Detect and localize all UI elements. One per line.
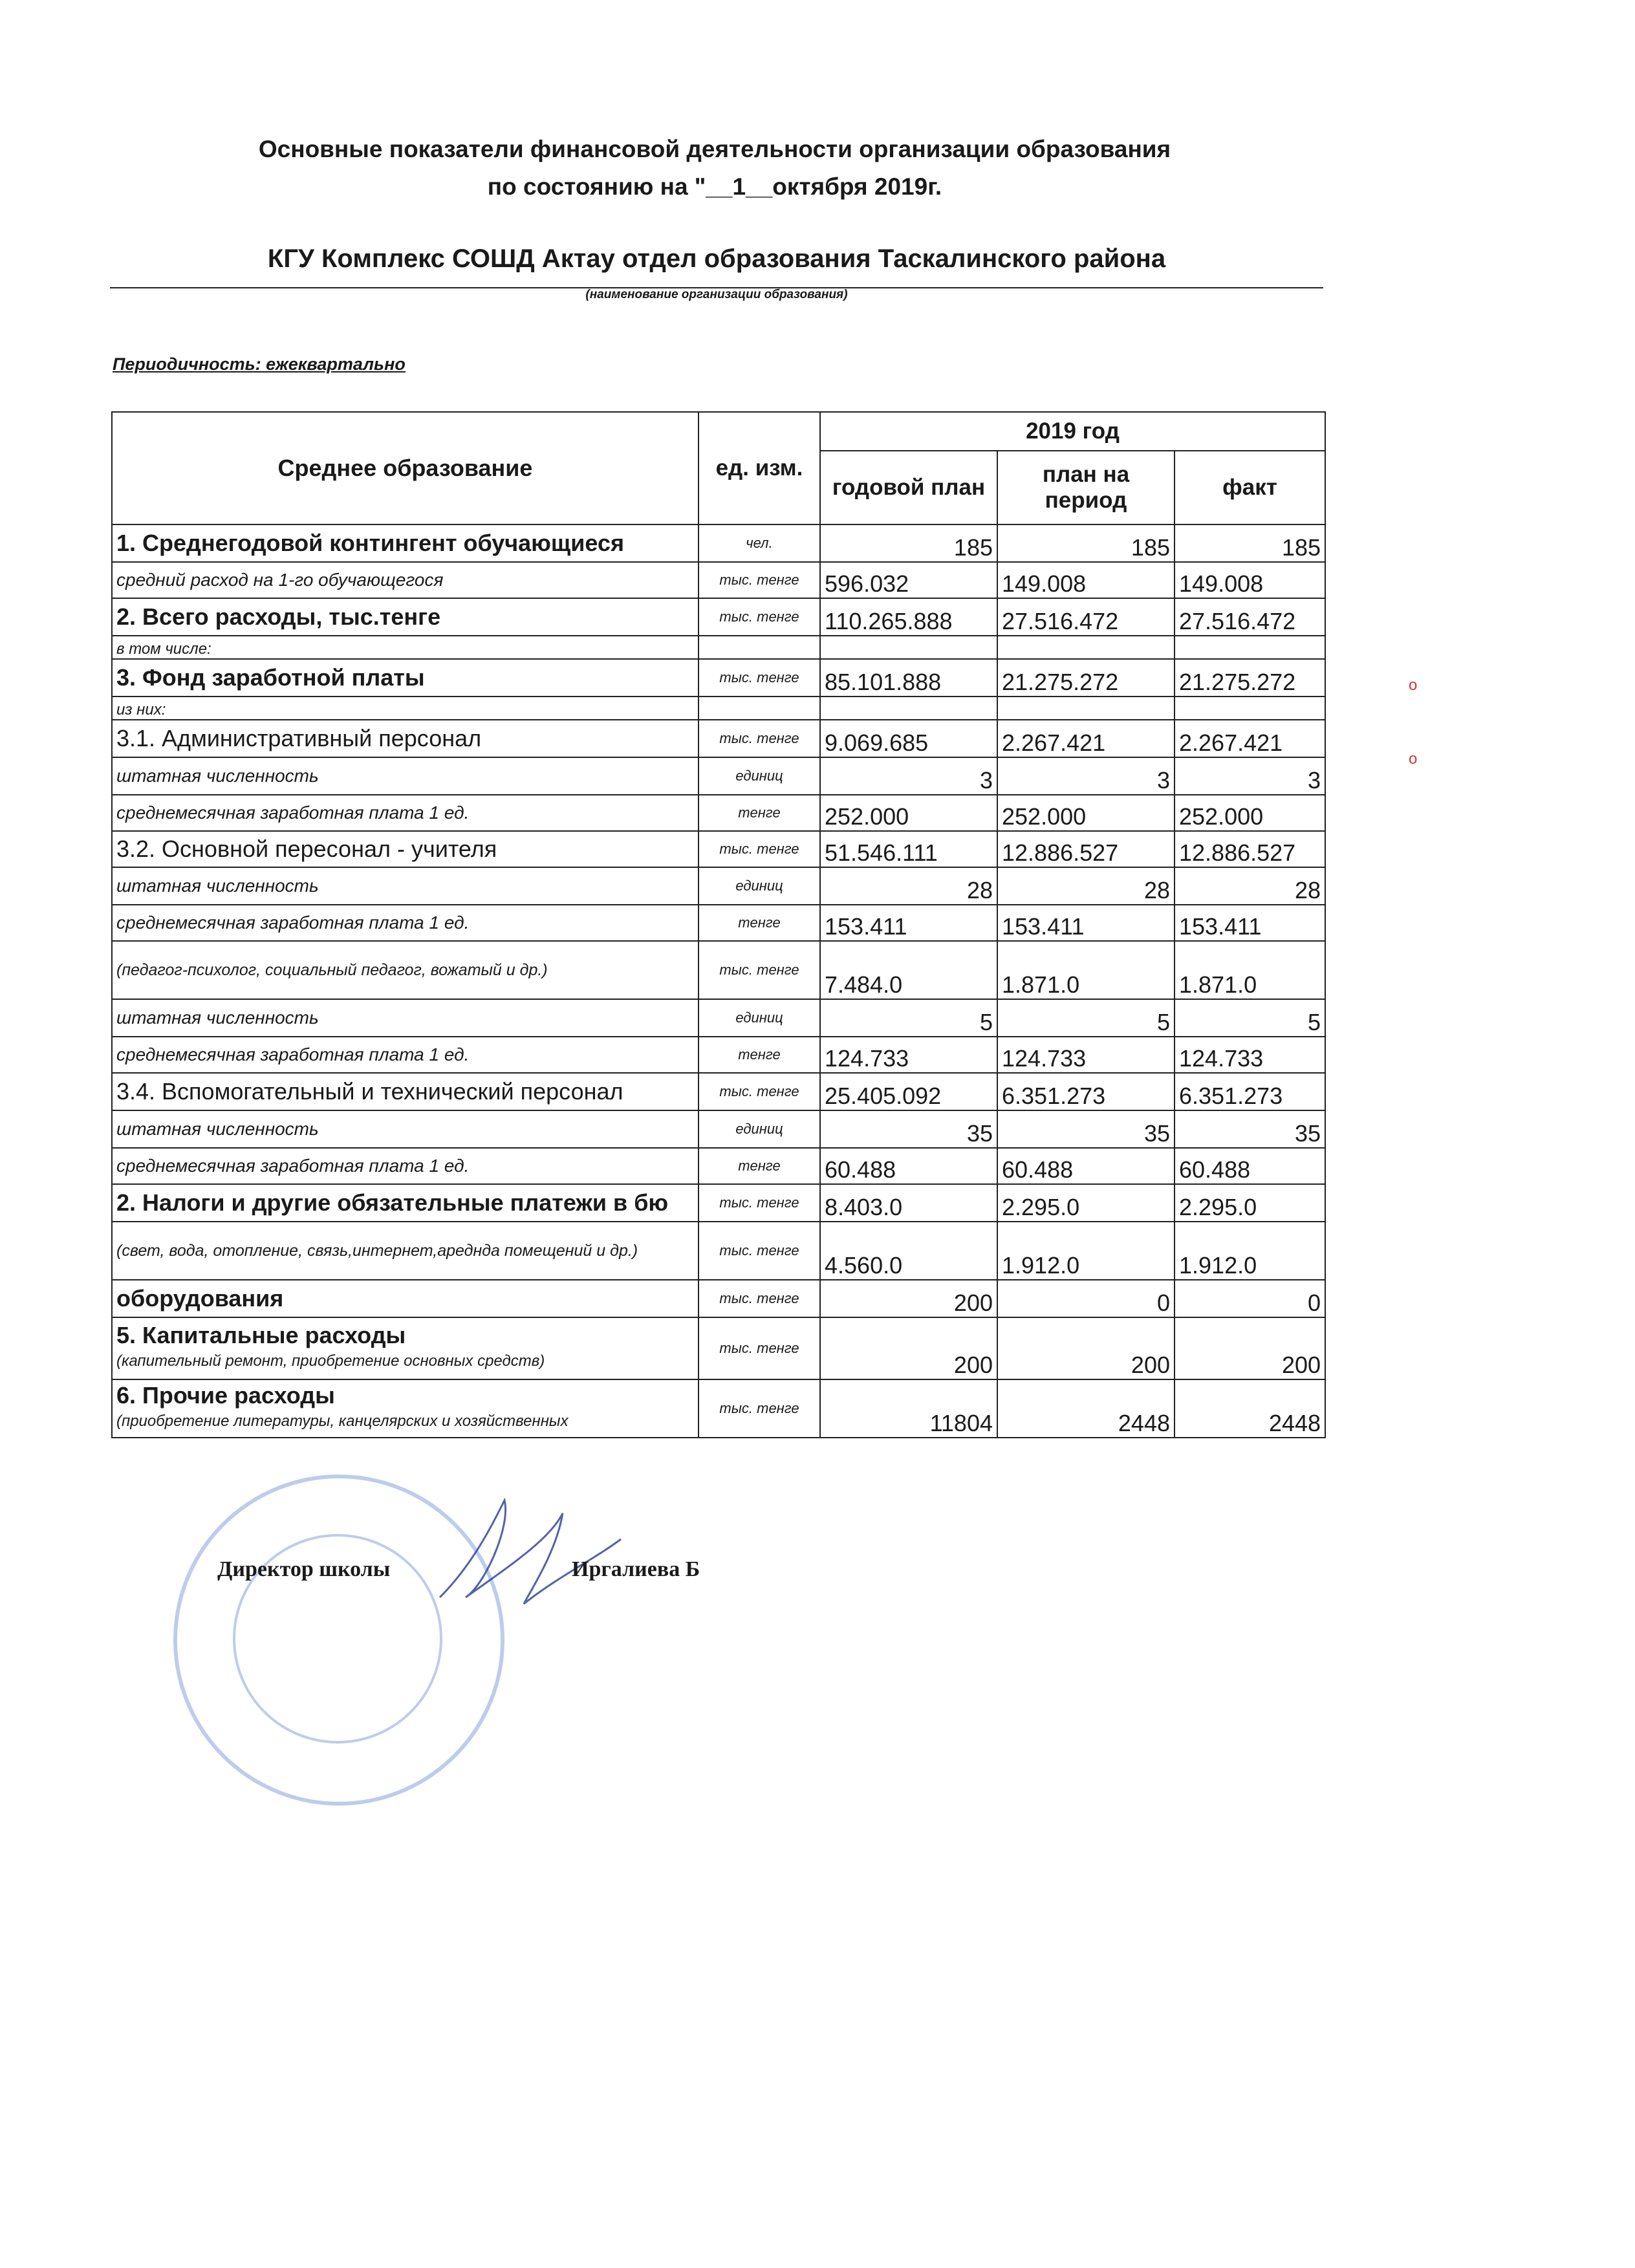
cell-plan: 252.000	[820, 795, 997, 831]
cell-period: 2448	[997, 1379, 1175, 1438]
cell-period: 185	[997, 524, 1175, 562]
cell-fact	[1175, 697, 1325, 720]
row-unit: единиц	[698, 999, 820, 1037]
row-label	[112, 1148, 698, 1184]
cell-plan: 25.405.092	[820, 1073, 997, 1110]
cell-period	[997, 636, 1175, 659]
row-label	[112, 1280, 698, 1317]
cell-period: 35	[997, 1110, 1175, 1148]
row-label-text: (педагог-психолог, социальный педагог, вожатый и др.)	[116, 961, 548, 979]
row-label-text: 3.1. Административный персонал	[116, 725, 482, 751]
finance-table	[111, 411, 1326, 1438]
row-label-text: 2. Налоги и другие обязательные платежи в бю	[116, 1189, 669, 1216]
cell-plan: 51.546.111	[820, 831, 997, 867]
cell-period: 1.912.0	[997, 1222, 1175, 1280]
cell-fact: 21.275.272	[1175, 659, 1325, 697]
header-fact: факт	[1175, 451, 1325, 524]
row-unit: тыс. тенге	[698, 1379, 820, 1438]
cell-plan: 3	[820, 757, 997, 795]
row-label-text: средний расход на 1-го обучающегося	[116, 570, 444, 590]
table-row	[112, 795, 1325, 831]
cell-fact: 60.488	[1175, 1148, 1325, 1184]
cell-fact: 35	[1175, 1110, 1325, 1148]
row-unit: тыс. тенге	[698, 1280, 820, 1317]
row-label-text: оборудования	[116, 1285, 284, 1312]
cell-plan	[820, 697, 997, 720]
cell-fact: 27.516.472	[1175, 598, 1325, 636]
table-row	[112, 867, 1325, 905]
table-row	[112, 999, 1325, 1037]
row-label-text: среднемесячная заработная плата 1 ед.	[116, 1044, 470, 1064]
margin-mark: о	[1409, 676, 1418, 694]
table-row	[112, 1222, 1325, 1280]
table-row	[112, 1184, 1325, 1222]
cell-period: 0	[997, 1280, 1175, 1317]
row-label-text: среднемесячная заработная плата 1 ед.	[116, 803, 470, 823]
cell-period: 12.886.527	[997, 831, 1175, 867]
table-row	[112, 941, 1325, 999]
row-label-text: в том числе:	[116, 640, 211, 658]
cell-plan: 85.101.888	[820, 659, 997, 697]
row-label	[112, 795, 698, 831]
row-label-text: среднемесячная заработная плата 1 ед.	[116, 1156, 470, 1176]
cell-plan: 7.484.0	[820, 941, 997, 999]
cell-period: 3	[997, 757, 1175, 795]
row-unit: тыс. тенге	[698, 1073, 820, 1110]
table-row	[112, 1110, 1325, 1148]
row-label-text: 2. Всего расходы, тыс.тенге	[116, 603, 441, 630]
cell-period: 2.267.421	[997, 720, 1175, 757]
cell-fact: 6.351.273	[1175, 1073, 1325, 1110]
row-unit: единиц	[698, 757, 820, 795]
cell-fact: 2448	[1175, 1379, 1325, 1438]
row-label-text: штатная численность	[116, 766, 319, 786]
row-label	[112, 1037, 698, 1073]
cell-period: 5	[997, 999, 1175, 1037]
row-label	[112, 1110, 698, 1148]
handwritten-signature	[414, 1487, 627, 1617]
cell-fact: 2.267.421	[1175, 720, 1325, 757]
table-row	[112, 1148, 1325, 1184]
row-label	[112, 659, 698, 697]
row-label	[112, 867, 698, 905]
row-label-text: 6. Прочие расходы	[116, 1382, 335, 1409]
header-plan-year: годовой план	[820, 451, 997, 524]
document-date: по состоянию на "__1__октября 2019г.	[487, 173, 942, 200]
cell-plan: 9.069.685	[820, 720, 997, 757]
row-unit: тыс. тенге	[698, 720, 820, 757]
cell-plan: 185	[820, 524, 997, 562]
table-row	[112, 1379, 1325, 1438]
cell-plan: 60.488	[820, 1148, 997, 1184]
row-unit: тыс. тенге	[698, 831, 820, 867]
cell-fact: 252.000	[1175, 795, 1325, 831]
row-label-text: 3.4. Вспомогательный и технический персонал	[116, 1078, 623, 1105]
row-label	[112, 636, 698, 659]
row-label-text: штатная численность	[116, 876, 319, 896]
cell-period: 6.351.273	[997, 1073, 1175, 1110]
table-row	[112, 659, 1325, 697]
row-sublabel: (капительный ремонт, приобретение основных средств)	[116, 1352, 545, 1370]
row-label	[112, 1222, 698, 1280]
cell-fact: 2.295.0	[1175, 1184, 1325, 1222]
row-unit: тыс. тенге	[698, 659, 820, 697]
table-row	[112, 1037, 1325, 1073]
row-unit: единиц	[698, 867, 820, 905]
row-unit: тенге	[698, 1148, 820, 1184]
row-unit: чел.	[698, 524, 820, 562]
cell-fact: 153.411	[1175, 905, 1325, 941]
director-name: Иргалиева Б	[572, 1557, 700, 1581]
row-label	[112, 1379, 698, 1438]
row-label-text: среднемесячная заработная плата 1 ед.	[116, 913, 470, 933]
cell-plan	[820, 636, 997, 659]
periodicity-label: Периодичность: ежеквартально	[113, 354, 406, 374]
cell-period: 252.000	[997, 795, 1175, 831]
row-unit: тенге	[698, 905, 820, 941]
row-label	[112, 999, 698, 1037]
table-row	[112, 720, 1325, 757]
row-label	[112, 720, 698, 757]
row-unit	[698, 636, 820, 659]
cell-fact: 1.871.0	[1175, 941, 1325, 999]
cell-period	[997, 697, 1175, 720]
cell-plan: 8.403.0	[820, 1184, 997, 1222]
cell-period: 28	[997, 867, 1175, 905]
row-unit: тыс. тенге	[698, 941, 820, 999]
cell-fact: 5	[1175, 999, 1325, 1037]
cell-period: 200	[997, 1317, 1175, 1379]
cell-fact	[1175, 636, 1325, 659]
cell-plan: 11804	[820, 1379, 997, 1438]
cell-period: 124.733	[997, 1037, 1175, 1073]
table-row	[112, 524, 1325, 562]
organization-name: КГУ Комплекс СОШД Актау отдел образования Таскалинского района	[267, 244, 1166, 273]
cell-fact: 124.733	[1175, 1037, 1325, 1073]
cell-fact: 185	[1175, 524, 1325, 562]
row-label	[112, 831, 698, 867]
row-label	[112, 562, 698, 598]
row-unit: тыс. тенге	[698, 562, 820, 598]
cell-period: 60.488	[997, 1148, 1175, 1184]
cell-plan: 5	[820, 999, 997, 1037]
row-label-text: 5. Капитальные расходы	[116, 1322, 406, 1348]
header-unit: ед. изм.	[698, 412, 820, 524]
row-label	[112, 1317, 698, 1379]
row-label	[112, 905, 698, 941]
table-row	[112, 562, 1325, 598]
row-label	[112, 697, 698, 720]
cell-plan: 153.411	[820, 905, 997, 941]
cell-period: 153.411	[997, 905, 1175, 941]
row-unit: единиц	[698, 1110, 820, 1148]
row-label-text: из них:	[116, 701, 166, 718]
cell-plan: 110.265.888	[820, 598, 997, 636]
cell-period: 149.008	[997, 562, 1175, 598]
cell-plan: 200	[820, 1280, 997, 1317]
document-title: Основные показатели финансовой деятельности организации образования	[258, 136, 1171, 162]
table-row	[112, 598, 1325, 636]
row-label-text: 1. Среднегодовой контингент обучающиеся	[116, 530, 625, 556]
row-unit: тенге	[698, 795, 820, 831]
cell-fact: 3	[1175, 757, 1325, 795]
cell-plan: 124.733	[820, 1037, 997, 1073]
row-unit: тыс. тенге	[698, 1317, 820, 1379]
row-label	[112, 598, 698, 636]
row-label	[112, 1184, 698, 1222]
row-label	[112, 941, 698, 999]
cell-period: 2.295.0	[997, 1184, 1175, 1222]
table-row	[112, 757, 1325, 795]
table-row	[112, 1073, 1325, 1110]
cell-fact: 0	[1175, 1280, 1325, 1317]
table-row	[112, 905, 1325, 941]
table-row	[112, 1317, 1325, 1379]
margin-mark: о	[1409, 750, 1418, 768]
table-row	[112, 1280, 1325, 1317]
row-sublabel: (приобретение литературы, канцелярских и хозяйственных	[116, 1412, 568, 1430]
cell-plan: 200	[820, 1317, 997, 1379]
table-row	[112, 831, 1325, 867]
row-label-text: 3.2. Основной пересонал - учителя	[116, 836, 497, 862]
row-label-text: (свет, вода, отопление, связь,интернет,ареднда помещений и др.)	[116, 1242, 638, 1260]
cell-period: 21.275.272	[997, 659, 1175, 697]
cell-plan: 4.560.0	[820, 1222, 997, 1280]
row-label	[112, 1073, 698, 1110]
row-unit: тыс. тенге	[698, 1222, 820, 1280]
cell-period: 27.516.472	[997, 598, 1175, 636]
row-unit: тыс. тенге	[698, 1184, 820, 1222]
director-title: Директор школы	[217, 1557, 391, 1581]
cell-plan: 28	[820, 867, 997, 905]
cell-fact: 200	[1175, 1317, 1325, 1379]
row-label	[112, 524, 698, 562]
row-unit: тенге	[698, 1037, 820, 1073]
row-label-text: штатная численность	[116, 1008, 319, 1028]
header-name: Среднее образование	[112, 412, 698, 524]
row-label-text: штатная численность	[116, 1119, 319, 1139]
header-year: 2019 год	[820, 412, 1325, 451]
header-plan-period: план на период	[997, 451, 1175, 524]
row-label	[112, 757, 698, 795]
row-unit	[698, 697, 820, 720]
organization-caption: (наименование организации образования)	[585, 288, 848, 301]
cell-fact: 12.886.527	[1175, 831, 1325, 867]
cell-plan: 35	[820, 1110, 997, 1148]
cell-period: 1.871.0	[997, 941, 1175, 999]
cell-plan: 596.032	[820, 562, 997, 598]
cell-fact: 28	[1175, 867, 1325, 905]
cell-fact: 1.912.0	[1175, 1222, 1325, 1280]
row-label-text: 3. Фонд заработной платы	[116, 664, 425, 691]
table-row	[112, 697, 1325, 720]
cell-fact: 149.008	[1175, 562, 1325, 598]
table-row	[112, 636, 1325, 659]
row-unit: тыс. тенге	[698, 598, 820, 636]
